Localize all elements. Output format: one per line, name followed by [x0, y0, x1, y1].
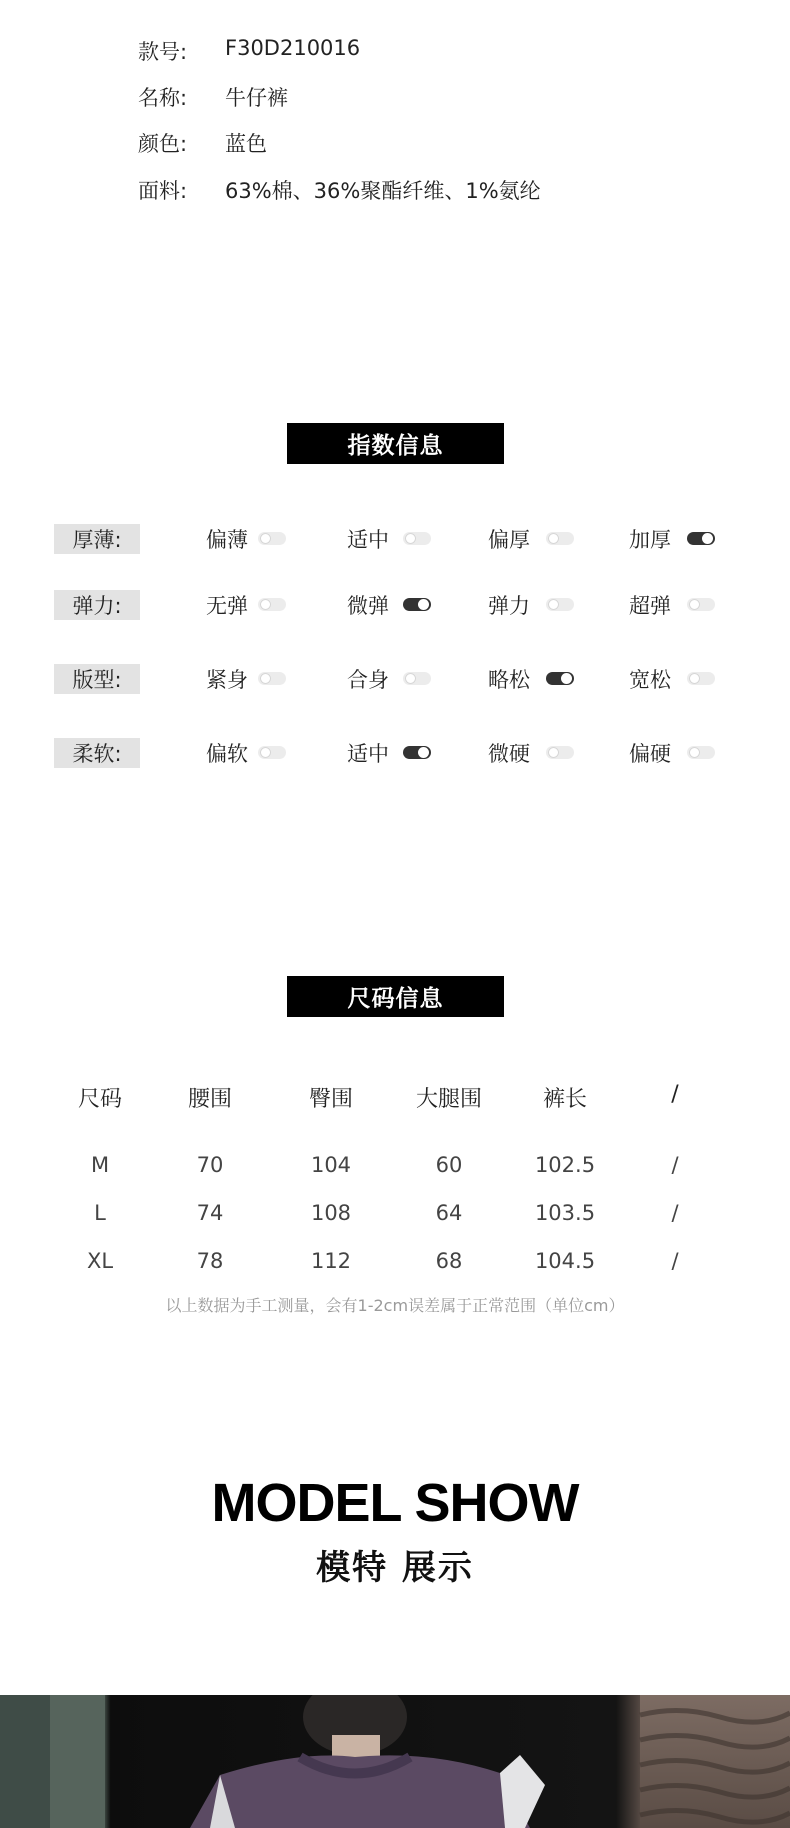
toggle-off-icon	[258, 598, 286, 611]
toggle-off-icon	[258, 746, 286, 759]
size-table-cell: 104	[310, 1153, 352, 1177]
size-table-cell: 70	[196, 1153, 224, 1177]
index-row-label: 柔软:	[54, 738, 140, 768]
toggle-off-icon	[687, 598, 715, 611]
info-value: 蓝色	[225, 132, 267, 156]
size-table-header: /	[671, 1082, 679, 1107]
index-option-label: 偏硬	[629, 742, 671, 766]
info-value: F30D210016	[225, 36, 361, 60]
size-table-cell: 74	[196, 1201, 224, 1225]
toggle-off-icon	[687, 746, 715, 759]
index-option-label: 超弹	[629, 594, 671, 618]
index-option-label: 加厚	[629, 528, 671, 552]
size-section-title: 尺码信息	[287, 976, 504, 1017]
index-row	[0, 524, 790, 554]
index-option-label: 微硬	[488, 742, 530, 766]
toggle-off-icon	[258, 532, 286, 545]
index-option-label: 偏薄	[206, 528, 248, 552]
toggle-off-icon	[546, 598, 574, 611]
size-table-cell: XL	[86, 1249, 114, 1273]
index-row-label: 弹力:	[54, 590, 140, 620]
index-row	[0, 664, 790, 694]
index-option-label: 宽松	[629, 668, 671, 692]
index-row-label: 版型:	[54, 664, 140, 694]
size-table-cell: 60	[435, 1153, 463, 1177]
index-row	[0, 738, 790, 768]
size-table-header: 大腿围	[415, 1087, 482, 1112]
info-label: 颜色:	[138, 132, 188, 156]
size-table-header: 裤长	[542, 1087, 587, 1112]
size-table-cell: 78	[196, 1249, 224, 1273]
toggle-off-icon	[403, 672, 431, 685]
index-option-label: 偏厚	[488, 528, 530, 552]
index-option-label: 适中	[347, 742, 389, 766]
toggle-on-icon	[403, 746, 431, 759]
size-table-header: 腰围	[187, 1087, 232, 1112]
index-option-label: 紧身	[206, 668, 248, 692]
size-table-cell: 64	[435, 1201, 463, 1225]
model-photo-illustration	[0, 1695, 790, 1828]
index-option-label: 无弹	[206, 594, 248, 618]
index-option-label: 合身	[347, 668, 389, 692]
toggle-off-icon	[403, 532, 431, 545]
toggle-off-icon	[546, 746, 574, 759]
size-table-cell: 68	[435, 1249, 463, 1273]
index-option-label: 弹力	[488, 594, 530, 618]
toggle-on-icon	[687, 532, 715, 545]
info-label: 名称:	[138, 86, 188, 110]
index-option-label: 略松	[488, 668, 530, 692]
size-table-cell: 103.5	[534, 1201, 596, 1225]
info-value: 牛仔裤	[225, 86, 288, 110]
size-note: 以上数据为手工测量，会有1-2cm误差属于正常范围（单位cm）	[165, 1296, 625, 1315]
size-table-cell: 102.5	[534, 1153, 596, 1177]
size-table-cell: M	[90, 1153, 110, 1177]
index-section-title: 指数信息	[287, 423, 504, 464]
size-table-cell: 104.5	[534, 1249, 596, 1273]
info-label: 款号:	[138, 40, 188, 64]
model-photo	[0, 1695, 790, 1828]
toggle-off-icon	[687, 672, 715, 685]
toggle-on-icon	[546, 672, 574, 685]
size-table-cell: 112	[310, 1249, 352, 1273]
index-option-label: 偏软	[206, 742, 248, 766]
index-row	[0, 590, 790, 620]
size-table-cell: 108	[310, 1201, 352, 1225]
toggle-off-icon	[258, 672, 286, 685]
size-table-cell: L	[94, 1201, 106, 1225]
index-option-label: 适中	[347, 528, 389, 552]
index-option-label: 微弹	[347, 594, 389, 618]
size-table-cell: /	[671, 1153, 679, 1177]
size-table-header: 尺码	[77, 1087, 122, 1112]
size-table-header: 臀围	[308, 1087, 353, 1112]
toggle-off-icon	[546, 532, 574, 545]
info-value: 63%棉、36%聚酯纤维、1%氨纶	[225, 179, 541, 203]
model-show-title: MODEL SHOW	[211, 1473, 579, 1533]
info-label: 面料:	[138, 179, 188, 203]
size-table-cell: /	[671, 1201, 679, 1225]
size-table-cell: /	[671, 1249, 679, 1273]
model-show-subtitle: 模特 展示	[316, 1548, 474, 1588]
index-row-label: 厚薄:	[54, 524, 140, 554]
toggle-on-icon	[403, 598, 431, 611]
